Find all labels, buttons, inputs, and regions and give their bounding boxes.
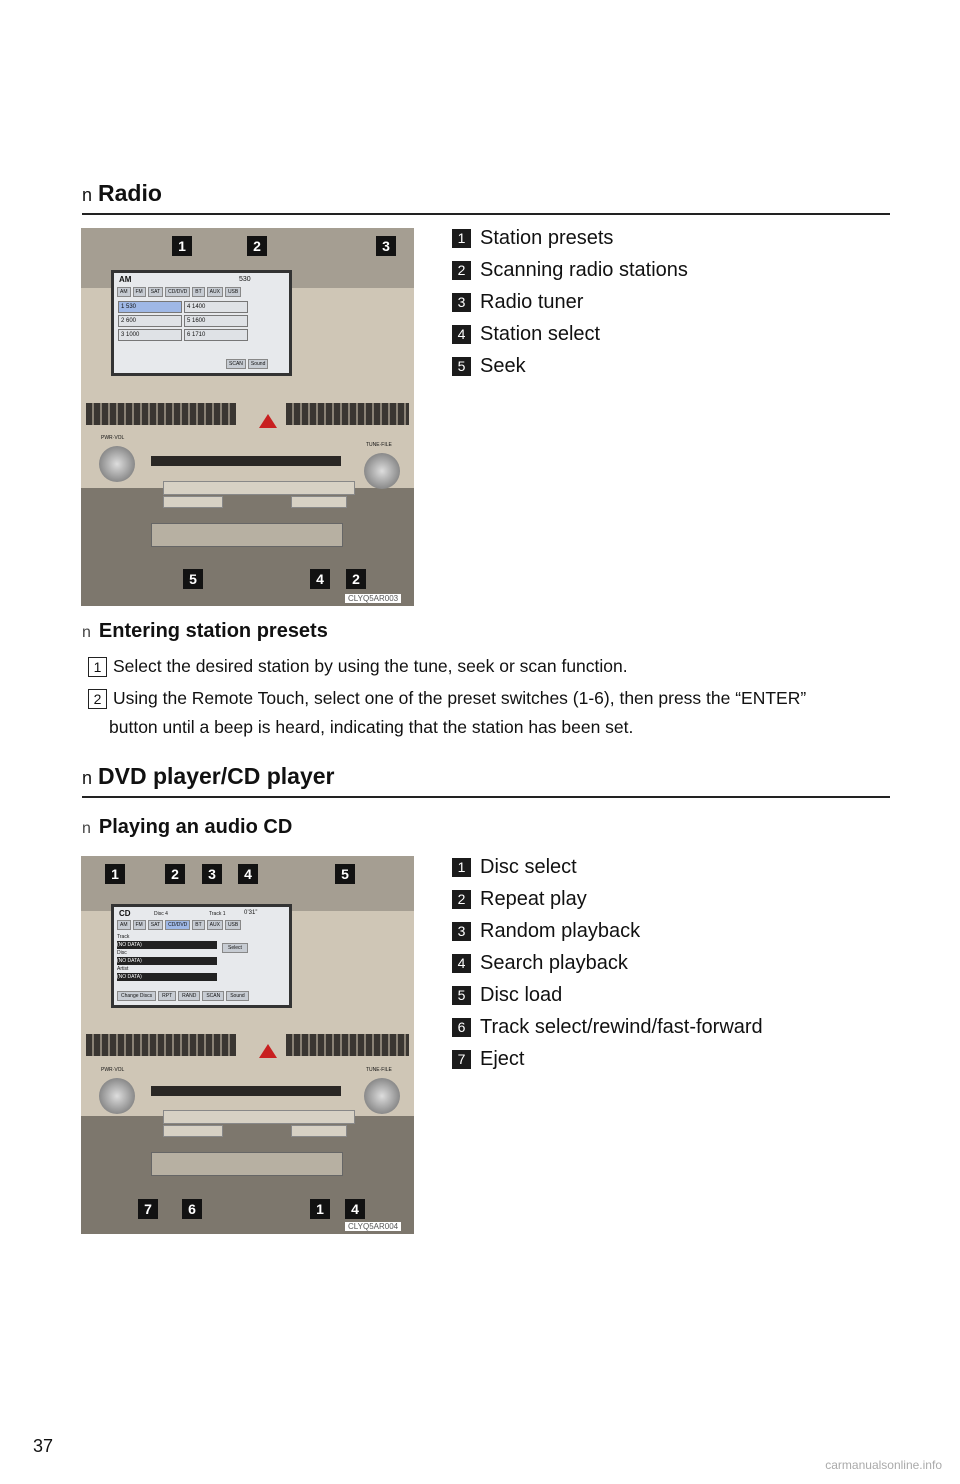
power-volume-knob[interactable] xyxy=(99,1078,135,1114)
legend-badge: 5 xyxy=(452,357,471,376)
heading-bullet: n xyxy=(82,185,93,205)
legend-label: Station select xyxy=(480,322,601,345)
field-track: Track xyxy=(117,934,130,940)
track-label: Track 1 xyxy=(209,911,226,917)
tab-am[interactable]: AM xyxy=(117,287,131,297)
sound-button[interactable]: Sound xyxy=(226,991,248,1001)
step-text-continued: button until a beep is heard, indicating that the station has been set. xyxy=(109,717,634,737)
right-vent xyxy=(286,403,409,425)
sound-button[interactable]: Sound xyxy=(248,359,268,369)
legend-item xyxy=(452,1043,763,1075)
callout-4: 4 xyxy=(238,864,258,884)
dvd-title: DVD player/CD player xyxy=(98,763,335,789)
radio-panel-photo xyxy=(81,228,414,606)
step-1 xyxy=(88,652,888,681)
artist-value: (NO DATA) xyxy=(117,973,217,981)
tab-aux[interactable]: AUX xyxy=(207,920,223,930)
legend-badge: 6 xyxy=(452,1018,471,1037)
radio-legend xyxy=(452,222,688,382)
power-volume-knob[interactable] xyxy=(99,446,135,482)
legend-label: Disc select xyxy=(480,855,577,878)
legend-label: Track select/rewind/fast-forward xyxy=(480,1015,763,1038)
callout-2: 2 xyxy=(247,236,267,256)
callout-4-bottom: 4 xyxy=(345,1199,365,1219)
legend-item xyxy=(452,318,688,350)
page-number: 37 xyxy=(33,1436,54,1456)
image-code: CLYQ5AR003 xyxy=(345,594,401,603)
legend-badge: 5 xyxy=(452,986,471,1005)
legend-label: Repeat play xyxy=(480,887,587,910)
callout-5: 5 xyxy=(183,569,203,589)
heading-bullet: n xyxy=(82,768,93,788)
tab-sat[interactable]: SAT xyxy=(148,920,163,930)
left-vent xyxy=(86,1034,236,1056)
climate-controls xyxy=(151,1152,343,1176)
preset-1[interactable]: 1 530 xyxy=(118,301,182,313)
track-value: (NO DATA) xyxy=(117,941,217,949)
rand-button[interactable]: RAND xyxy=(178,991,200,1001)
watermark: carmanualsonline.info xyxy=(825,1458,942,1472)
radio-display xyxy=(111,270,292,376)
legend-item xyxy=(452,947,763,979)
knob-left-label: PWR·VOL xyxy=(101,1067,125,1073)
legend-item xyxy=(452,350,688,382)
tab-usb[interactable]: USB xyxy=(225,920,241,930)
climate-controls xyxy=(151,523,343,547)
preset-5[interactable]: 5 1600 xyxy=(184,315,248,327)
legend-label: Seek xyxy=(480,354,526,377)
legend-badge: 4 xyxy=(452,954,471,973)
tab-fm[interactable]: FM xyxy=(133,287,146,297)
presets-heading xyxy=(82,620,328,643)
knob-left-label: PWR·VOL xyxy=(101,435,125,441)
cd-panel-photo xyxy=(81,856,414,1234)
select-button[interactable]: Select xyxy=(222,943,248,953)
tab-cd-dvd[interactable]: CD/DVD xyxy=(165,920,190,930)
preset-6[interactable]: 6 1710 xyxy=(184,329,248,341)
field-disc: Disc xyxy=(117,950,127,956)
legend-item xyxy=(452,1011,763,1043)
callout-1: 1 xyxy=(105,864,125,884)
legend-label: Random playback xyxy=(480,919,641,942)
legend-badge: 4 xyxy=(452,325,471,344)
dvd-heading xyxy=(82,763,335,790)
change-discs-button[interactable]: Change Discs xyxy=(117,991,156,1001)
tune-file-knob[interactable] xyxy=(364,1078,400,1114)
tab-sat[interactable]: SAT xyxy=(148,287,163,297)
legend-item xyxy=(452,254,688,286)
step-number: 2 xyxy=(88,689,107,709)
seek-track-button[interactable] xyxy=(163,1125,223,1137)
legend-label: Search playback xyxy=(480,951,628,974)
callout-6: 6 xyxy=(182,1199,202,1219)
left-vent xyxy=(86,403,236,425)
legend-item xyxy=(452,979,763,1011)
radio-title: Radio xyxy=(98,180,162,206)
legend-label: Scanning radio stations xyxy=(480,258,688,281)
cd-subheading xyxy=(82,816,292,839)
legend-item xyxy=(452,222,688,254)
right-vent xyxy=(286,1034,409,1056)
radio-heading xyxy=(82,180,162,207)
legend-label: Station presets xyxy=(480,226,614,249)
step-2 xyxy=(88,684,888,742)
image-code: CLYQ5AR004 xyxy=(345,1222,401,1231)
legend-label: Disc load xyxy=(480,983,563,1006)
legend-item xyxy=(452,915,763,947)
step-text: Select the desired station by using the tune, seek or scan function. xyxy=(113,656,628,676)
disc-slot xyxy=(151,456,341,466)
disc-slot xyxy=(151,1086,341,1096)
preset-4[interactable]: 4 1400 xyxy=(184,301,248,313)
tune-file-knob[interactable] xyxy=(364,453,400,489)
legend-badge: 3 xyxy=(452,922,471,941)
callout-7: 7 xyxy=(138,1199,158,1219)
legend-item xyxy=(452,286,688,318)
disc-label: Disc 4 xyxy=(154,911,168,917)
hazard-icon[interactable] xyxy=(259,414,277,428)
cd-subtitle: Playing an audio CD xyxy=(98,816,293,838)
cd-display xyxy=(111,904,292,1008)
tab-bt[interactable]: BT xyxy=(192,287,204,297)
legend-badge: 3 xyxy=(452,293,471,312)
legend-badge: 2 xyxy=(452,890,471,909)
scan-button[interactable]: SCAN xyxy=(202,991,224,1001)
legend-badge: 7 xyxy=(452,1050,471,1069)
callout-5: 5 xyxy=(335,864,355,884)
rpt-button[interactable]: RPT xyxy=(158,991,176,1001)
disc-value: (NO DATA) xyxy=(117,957,217,965)
callout-4: 4 xyxy=(310,569,330,589)
tab-cd-dvd[interactable]: CD/DVD xyxy=(165,287,190,297)
callout-3: 3 xyxy=(202,864,222,884)
legend-label: Eject xyxy=(480,1047,525,1070)
legend-label: Radio tuner xyxy=(480,290,584,313)
callout-2: 2 xyxy=(165,864,185,884)
tab-am[interactable]: AM xyxy=(117,920,131,930)
preset-2[interactable]: 2 600 xyxy=(118,315,182,327)
knob-right-label: TUNE·FILE xyxy=(366,1067,392,1073)
callout-1: 1 xyxy=(172,236,192,256)
callout-2-bottom: 2 xyxy=(346,569,366,589)
preset-3[interactable]: 3 1000 xyxy=(118,329,182,341)
step-text: Using the Remote Touch, select one of the preset switches (1-6), then press the “ENTER” xyxy=(113,688,807,708)
time-label: 0’31” xyxy=(244,910,258,916)
tab-bt[interactable]: BT xyxy=(192,920,204,930)
tab-usb[interactable]: USB xyxy=(225,287,241,297)
legend-item xyxy=(452,883,763,915)
step-number: 1 xyxy=(88,657,107,677)
callout-1-bottom: 1 xyxy=(310,1199,330,1219)
radio-button-row[interactable] xyxy=(163,1110,355,1124)
legend-badge: 1 xyxy=(452,858,471,877)
hazard-icon[interactable] xyxy=(259,1044,277,1058)
heading-bullet: n xyxy=(82,820,91,837)
ch-disc-button[interactable] xyxy=(291,496,347,508)
callout-3: 3 xyxy=(376,236,396,256)
screen-mode: CD xyxy=(119,909,131,918)
tab-fm[interactable]: FM xyxy=(133,920,146,930)
presets-title: Entering station presets xyxy=(98,620,328,642)
legend-badge: 1 xyxy=(452,229,471,248)
field-artist: Artist xyxy=(117,966,129,972)
seek-track-button[interactable] xyxy=(163,496,223,508)
section-rule xyxy=(82,213,890,215)
screen-freq: 530 xyxy=(239,276,251,283)
screen-mode: AM xyxy=(119,275,132,284)
radio-button-row[interactable] xyxy=(163,481,355,495)
legend-badge: 2 xyxy=(452,261,471,280)
heading-bullet: n xyxy=(82,624,91,641)
cd-legend xyxy=(452,851,763,1075)
ch-disc-button[interactable] xyxy=(291,1125,347,1137)
knob-right-label: TUNE·FILE xyxy=(366,442,392,448)
legend-item xyxy=(452,851,763,883)
scan-button[interactable]: SCAN xyxy=(226,359,246,369)
section-rule xyxy=(82,796,890,798)
tab-aux[interactable]: AUX xyxy=(207,287,223,297)
